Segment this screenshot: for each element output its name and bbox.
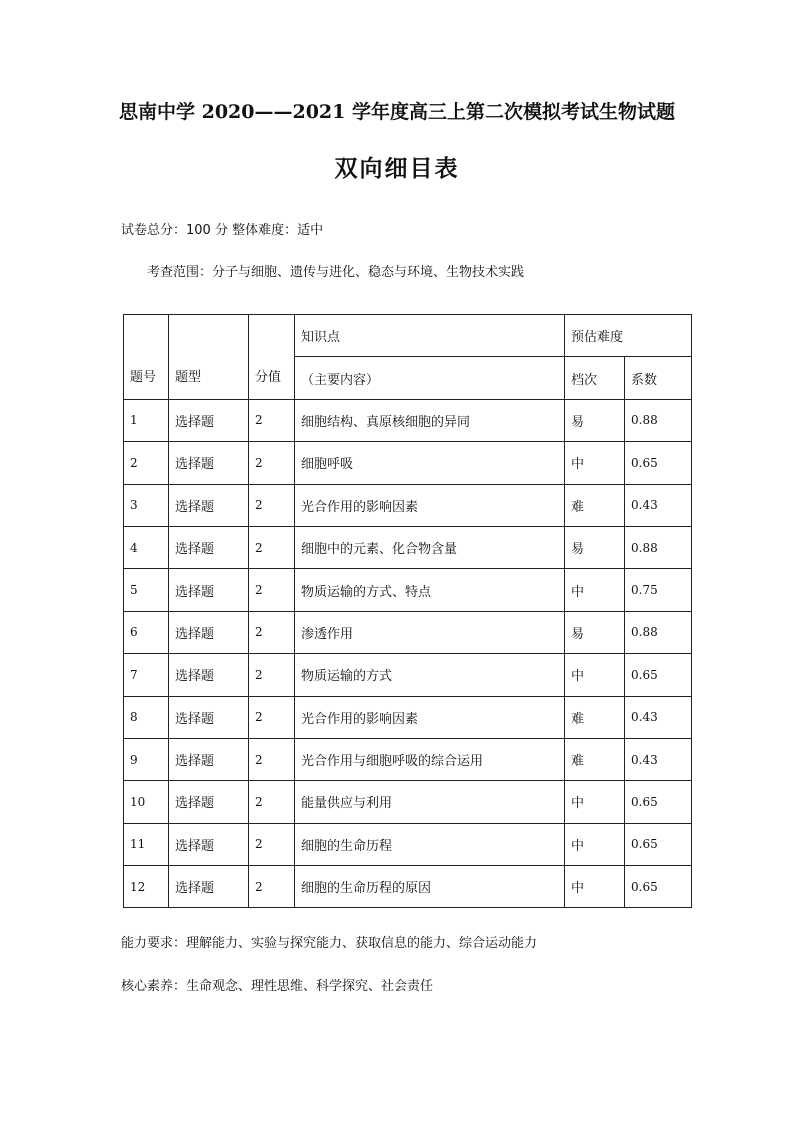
table-row — [124, 399, 692, 441]
cell-coef: 0.88 — [625, 611, 692, 653]
cell-score: 2 — [249, 654, 295, 696]
header-difficulty: 预估难度 — [565, 315, 692, 357]
cell-content: 光合作用的影响因素 — [295, 484, 565, 526]
cell-number: 9 — [124, 738, 169, 780]
cell-level: 难 — [565, 738, 625, 780]
cell-coef: 0.65 — [625, 823, 692, 865]
table-row — [124, 823, 692, 865]
table-header-row-1 — [124, 315, 692, 357]
cell-level: 易 — [565, 611, 625, 653]
cell-content: 细胞呼吸 — [295, 442, 565, 484]
document-subtitle: 双向细目表 — [334, 155, 460, 182]
cell-score: 2 — [249, 442, 295, 484]
cell-score: 2 — [249, 696, 295, 738]
ability-requirements: 能力要求：理解能力、实验与探究能力、获取信息的能力、综合运动能力 — [121, 936, 538, 951]
cell-level: 中 — [565, 781, 625, 823]
cell-type: 选择题 — [169, 823, 249, 865]
cell-coef: 0.43 — [625, 738, 692, 780]
cell-coef: 0.65 — [625, 654, 692, 696]
table-row — [124, 781, 692, 823]
cell-level: 中 — [565, 654, 625, 696]
cell-level: 易 — [565, 399, 625, 441]
cell-content: 细胞中的元素、化合物含量 — [295, 526, 565, 568]
cell-type: 选择题 — [169, 569, 249, 611]
cell-content: 物质运输的方式 — [295, 654, 565, 696]
cell-content: 细胞结构、真原核细胞的异同 — [295, 399, 565, 441]
cell-type: 选择题 — [169, 696, 249, 738]
cell-score: 2 — [249, 823, 295, 865]
header-type: 题型 — [169, 315, 249, 400]
cell-score: 2 — [249, 781, 295, 823]
core-literacy: 核心素养：生命观念、理性思维、科学探究、社会责任 — [121, 979, 434, 994]
cell-coef: 0.75 — [625, 569, 692, 611]
table-row — [124, 696, 692, 738]
cell-content: 物质运输的方式、特点 — [295, 569, 565, 611]
cell-score: 2 — [249, 569, 295, 611]
header-knowledge: 知识点 — [295, 315, 565, 357]
cell-type: 选择题 — [169, 442, 249, 484]
cell-content: 光合作用的影响因素 — [295, 696, 565, 738]
table-row — [124, 526, 692, 568]
cell-level: 难 — [565, 696, 625, 738]
cell-type: 选择题 — [169, 781, 249, 823]
cell-coef: 0.88 — [625, 526, 692, 568]
cell-number: 12 — [124, 866, 169, 908]
cell-coef: 0.43 — [625, 484, 692, 526]
spec-table — [123, 314, 692, 908]
cell-coef: 0.65 — [625, 866, 692, 908]
cell-number: 2 — [124, 442, 169, 484]
cell-level: 中 — [565, 866, 625, 908]
header-number: 题号 — [124, 315, 169, 400]
cell-score: 2 — [249, 611, 295, 653]
cell-type: 选择题 — [169, 866, 249, 908]
cell-number: 4 — [124, 526, 169, 568]
cell-content: 能量供应与利用 — [295, 781, 565, 823]
cell-coef: 0.65 — [625, 781, 692, 823]
table-row — [124, 442, 692, 484]
table-row — [124, 569, 692, 611]
cell-number: 5 — [124, 569, 169, 611]
exam-summary: 试卷总分：100 分 整体难度：适中 — [121, 223, 324, 238]
cell-number: 6 — [124, 611, 169, 653]
cell-score: 2 — [249, 399, 295, 441]
cell-type: 选择题 — [169, 484, 249, 526]
cell-number: 11 — [124, 823, 169, 865]
header-level: 档次 — [565, 357, 625, 399]
header-score: 分值 — [249, 315, 295, 400]
cell-type: 选择题 — [169, 654, 249, 696]
document-title: 思南中学 2020——2021 学年度高三上第二次模拟考试生物试题 — [119, 101, 675, 123]
table-row — [124, 611, 692, 653]
cell-number: 8 — [124, 696, 169, 738]
header-coef: 系数 — [625, 357, 692, 399]
cell-score: 2 — [249, 484, 295, 526]
cell-content: 细胞的生命历程 — [295, 823, 565, 865]
cell-content: 渗透作用 — [295, 611, 565, 653]
exam-scope: 考查范围：分子与细胞、遗传与进化、稳态与环境、生物技术实践 — [147, 265, 525, 280]
table-row — [124, 738, 692, 780]
cell-score: 2 — [249, 738, 295, 780]
cell-type: 选择题 — [169, 526, 249, 568]
cell-score: 2 — [249, 866, 295, 908]
cell-coef: 0.43 — [625, 696, 692, 738]
table-row — [124, 484, 692, 526]
cell-coef: 0.88 — [625, 399, 692, 441]
cell-type: 选择题 — [169, 399, 249, 441]
cell-level: 易 — [565, 526, 625, 568]
cell-number: 1 — [124, 399, 169, 441]
table-row — [124, 866, 692, 908]
cell-coef: 0.65 — [625, 442, 692, 484]
cell-type: 选择题 — [169, 611, 249, 653]
header-knowledge-sub: （主要内容） — [295, 357, 565, 399]
cell-number: 10 — [124, 781, 169, 823]
cell-content: 细胞的生命历程的原因 — [295, 866, 565, 908]
cell-number: 3 — [124, 484, 169, 526]
table-row — [124, 654, 692, 696]
cell-level: 难 — [565, 484, 625, 526]
cell-level: 中 — [565, 569, 625, 611]
cell-number: 7 — [124, 654, 169, 696]
cell-type: 选择题 — [169, 738, 249, 780]
cell-level: 中 — [565, 823, 625, 865]
cell-score: 2 — [249, 526, 295, 568]
cell-level: 中 — [565, 442, 625, 484]
cell-content: 光合作用与细胞呼吸的综合运用 — [295, 738, 565, 780]
